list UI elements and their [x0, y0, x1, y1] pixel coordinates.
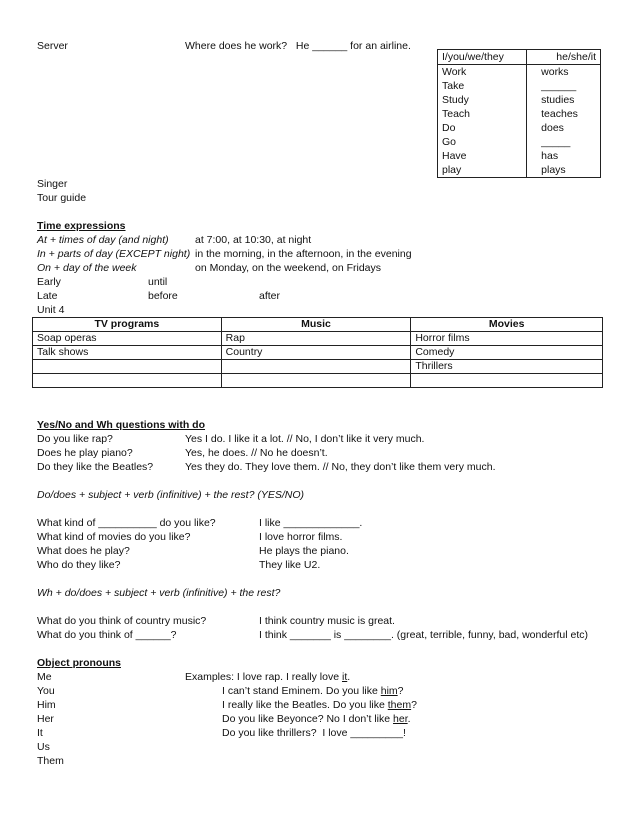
time-example: in the morning, in the afternoon, in the evening: [195, 248, 412, 260]
table-header-row: [33, 318, 603, 332]
vocab-tour-guide: Tour guide: [37, 192, 87, 204]
answer: Yes they do. They love them. // No, they don’t like them very much.: [185, 461, 496, 473]
word-until: until: [148, 276, 168, 288]
table-cell: he/she/it: [527, 50, 601, 65]
vocab-server: Server: [37, 40, 68, 52]
pronoun: Me: [37, 671, 52, 683]
table-cell: Take: [438, 79, 527, 93]
answer: Yes, he does. // No he doesn’t.: [185, 447, 328, 459]
table-cell: Teach: [438, 107, 527, 121]
pronouns-heading: Object pronouns: [37, 657, 121, 669]
example-pronoun: him: [380, 685, 398, 697]
time-example: on Monday, on the weekend, on Fridays: [195, 262, 382, 274]
time-rule: In + parts of day (EXCEPT night): [37, 248, 191, 260]
table-cell: Thrillers: [411, 360, 603, 374]
table-cell: Rap: [221, 332, 411, 346]
table-cell: Go: [438, 135, 527, 149]
time-example: at 7:00, at 10:30, at night: [195, 234, 312, 246]
table-row: [438, 121, 601, 135]
pronoun: It: [37, 727, 43, 739]
example-punct: !: [402, 727, 406, 739]
verb-conjugation-table: [437, 49, 601, 178]
table-cell: [411, 374, 603, 388]
answer: I like _____________.: [259, 517, 363, 529]
table-cell: teaches: [527, 107, 601, 121]
example-text: Do you like Beyonce? No I don’t like: [222, 713, 394, 725]
table-cell: Country: [221, 346, 411, 360]
table-row: [438, 107, 601, 121]
pronoun: Him: [37, 699, 56, 711]
formula-yesno: Do/does + subject + verb (infinitive) + the rest? (YES/NO): [37, 489, 304, 501]
answer: Yes I do. I like it a lot. // No, I don’t like it very much.: [185, 433, 425, 445]
table-row: [33, 346, 603, 360]
pronoun: Us: [37, 741, 50, 753]
pronoun: Them: [37, 755, 64, 767]
example-punct: ?: [411, 699, 417, 711]
example-punct: .: [407, 713, 411, 725]
example-sentence: [222, 698, 417, 712]
entertainment-table: [32, 317, 603, 388]
table-row: [438, 79, 601, 93]
time-rule: On + day of the week: [37, 262, 137, 274]
table-cell: Work: [438, 65, 527, 80]
time-rule: At + times of day (and night): [37, 234, 169, 246]
column-header: Movies: [411, 318, 603, 332]
table-row: [33, 332, 603, 346]
table-cell: I/you/we/they: [438, 50, 527, 65]
word-after: after: [259, 290, 281, 302]
question: What do you think of country music?: [37, 615, 207, 627]
question: Does he play piano?: [37, 447, 133, 459]
question: Do you like rap?: [37, 433, 113, 445]
example-text: I can’t stand Eminem. Do you like: [222, 685, 381, 697]
answer: I think _______ is ________. (great, terrible, funny, bad, wonderful etc): [259, 629, 589, 641]
table-cell: works: [527, 65, 601, 80]
time-heading: Time expressions: [37, 220, 126, 232]
table-cell: Talk shows: [33, 346, 222, 360]
example-blank: _________: [350, 727, 403, 739]
question: What does he play?: [37, 545, 130, 557]
table-row: [438, 65, 601, 80]
table-cell: Comedy: [411, 346, 603, 360]
example-text: Examples: I love rap. I really love: [185, 671, 342, 683]
table-cell: play: [438, 163, 527, 178]
example-text: Do you like thrillers? I love: [222, 727, 351, 739]
word-before: before: [148, 290, 178, 302]
word-late: Late: [37, 290, 58, 302]
example-sentence: [185, 670, 350, 684]
table-cell: Study: [438, 93, 527, 107]
answer: I think country music is great.: [259, 615, 395, 627]
table-row: [33, 374, 603, 388]
example-pronoun: it: [341, 671, 348, 683]
question: Who do they like?: [37, 559, 121, 571]
question: What kind of __________ do you like?: [37, 517, 216, 529]
column-header: Music: [221, 318, 411, 332]
table-row: [33, 360, 603, 374]
answer: They like U2.: [259, 559, 321, 571]
example-punct: ?: [397, 685, 404, 697]
example-pronoun: her: [393, 713, 408, 725]
table-cell: [221, 360, 411, 374]
pronoun: You: [37, 685, 55, 697]
table-cell: has: [527, 149, 601, 163]
example-sentence: [222, 712, 411, 726]
example-sentence: [222, 726, 406, 740]
pronoun: Her: [37, 713, 54, 725]
word-early: Early: [37, 276, 61, 288]
table-cell: ______: [527, 79, 601, 93]
answer: He plays the piano.: [259, 545, 349, 557]
table-cell: studies: [527, 93, 601, 107]
question: What do you think of ______?: [37, 629, 177, 641]
table-cell: _____: [527, 135, 601, 149]
unit-label: Unit 4: [37, 304, 65, 316]
answer: I love horror films.: [259, 531, 343, 543]
table-row: [438, 135, 601, 149]
table-cell: Do: [438, 121, 527, 135]
table-cell: Have: [438, 149, 527, 163]
table-cell: Soap operas: [33, 332, 222, 346]
question: What kind of movies do you like?: [37, 531, 191, 543]
vocab-singer: Singer: [37, 178, 68, 190]
table-cell: Horror films: [411, 332, 603, 346]
table-row: [438, 50, 601, 65]
example-pronoun: them: [387, 699, 412, 711]
formula-wh: Wh + do/does + subject + verb (infinitive) + the rest?: [37, 587, 281, 599]
table-cell: does: [527, 121, 601, 135]
example-text: I really like the Beatles. Do you like: [222, 699, 388, 711]
example-sentence: [222, 684, 404, 698]
question-work: Where does he work? He ______ for an airline.: [185, 40, 411, 52]
table-cell: plays: [527, 163, 601, 178]
table-cell: [221, 374, 411, 388]
example-punct: .: [347, 671, 351, 683]
column-header: TV programs: [33, 318, 222, 332]
table-cell: [33, 360, 222, 374]
table-cell: [33, 374, 222, 388]
table-row: [438, 93, 601, 107]
yesno-heading: Yes/No and Wh questions with do: [37, 419, 206, 431]
table-row: [438, 149, 601, 163]
table-row: [438, 163, 601, 178]
question: Do they like the Beatles?: [37, 461, 154, 473]
